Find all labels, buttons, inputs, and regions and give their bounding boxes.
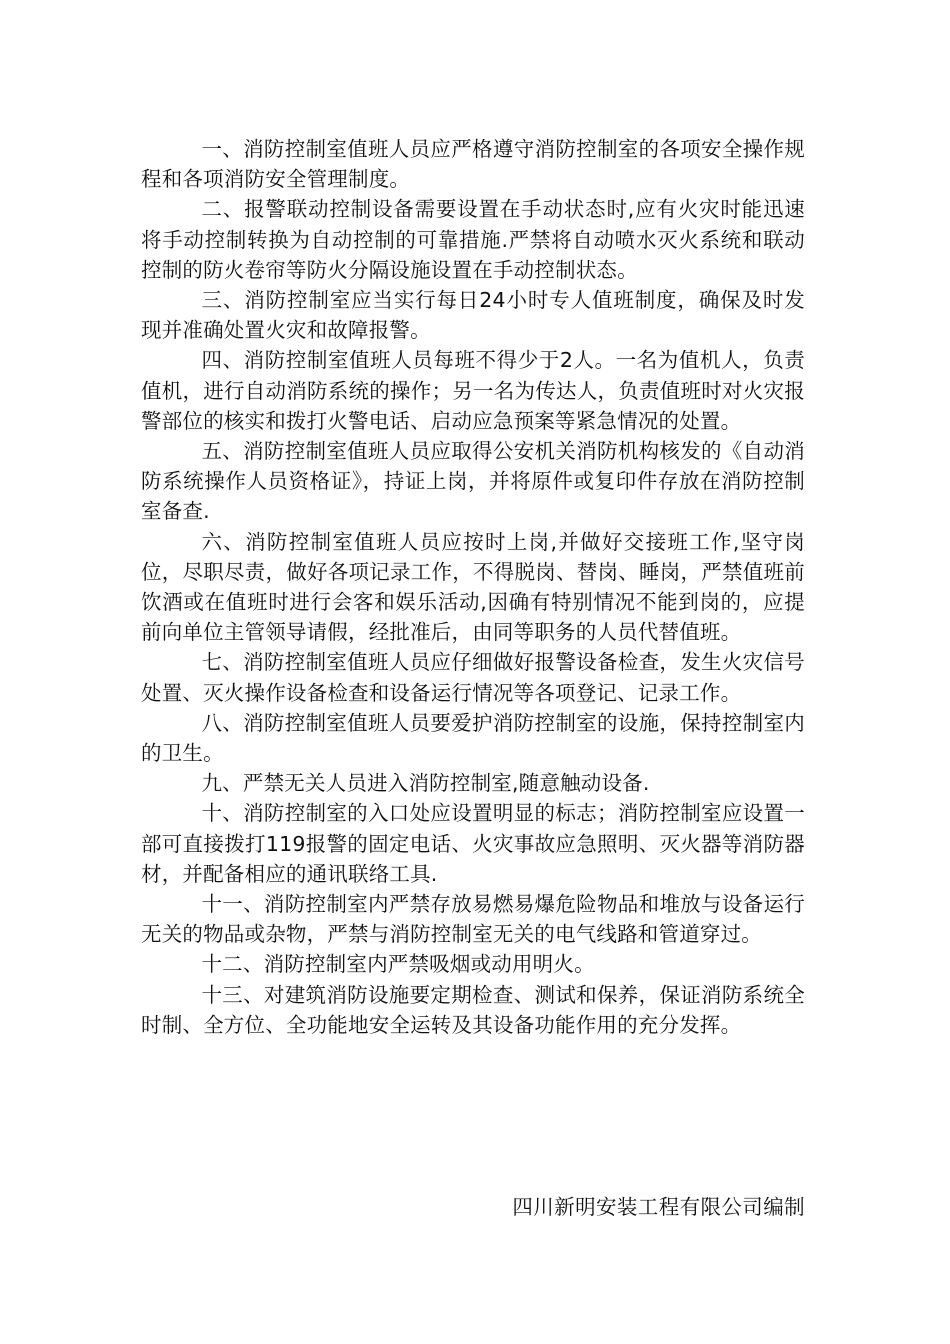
regulation-item-6: 六、消防控制室值班人员应按时上岗,并做好交接班工作,坚守岗位，尽职尽责，做好各项记录工作，不得脱岗、替岗、睡岗，严禁值班前饮酒或在值班时进行会客和娱乐活动,因确有特别情况不能到岗的，应提前向单位主管领导请假，经批准后，由同等职务的人员代替值班。 [141,529,805,645]
regulations-body [141,134,805,1040]
regulation-item-2: 二、报警联动控制设备需要设置在手动状态时,应有火灾时能迅速将手动控制转换为自动控制的可靠措施.严禁将自动喷水灭火系统和联动控制的防火卷帘等防火分隔设施设置在手动控制状态。 [141,197,805,282]
regulation-item-12: 十二、消防控制室内严禁吸烟或动用明火。 [201,952,595,977]
regulation-item-7: 七、消防控制室值班人员应仔细做好报警设备检查，发生火灾信号处置、灭火操作设备检查和设备运行情况等各项登记、记录工作。 [141,650,805,705]
regulation-item-4: 四、消防控制室值班人员每班不得少于2人。一名为值机人，负责值机，进行自动消防系统的操作；另一名为传达人，负责值班时对火灾报警部位的核实和拨打火警电话、启动应急预案等紧急情况的处置。 [141,348,805,433]
regulation-item-11: 十一、消防控制室内严禁存放易燃易爆危险物品和堆放与设备运行无关的物品或杂物，严禁与消防控制室无关的电气线路和管道穿过。 [141,892,805,947]
regulation-item-5: 五、消防控制室值班人员应取得公安机关消防机构核发的《自动消防系统操作人员资格证》，持证上岗，并将原件或复印件存放在消防控制室备查. [141,439,805,524]
company-signature: 四川新明安装工程有限公司编制 [512,1195,805,1219]
regulation-item-1: 一、消防控制室值班人员应严格遵守消防控制室的各项安全操作规程和各项消防安全管理制度。 [141,137,805,192]
regulation-item-9: 九、严禁无关人员进入消防控制室,随意触动设备. [201,771,650,796]
regulation-item-8: 八、消防控制室值班人员要爱护消防控制室的设施，保持控制室内的卫生。 [141,710,805,766]
regulation-item-3: 三、消防控制室应当实行每日24小时专人值班制度，确保及时发现并准确处置火灾和故障报警。 [141,288,805,343]
regulation-item-10: 十、消防控制室的入口处应设置明显的标志；消防控制室应设置一部可直接拨打119报警的固定电话、火灾事故应急照明、灭火器等消防器材，并配备相应的通讯联络工具. [141,801,805,886]
regulation-item-13: 十三、对建筑消防设施要定期检查、测试和保养，保证消防系统全时制、全方位、全功能地安全运转及其设备功能作用的充分发挥。 [141,982,805,1037]
